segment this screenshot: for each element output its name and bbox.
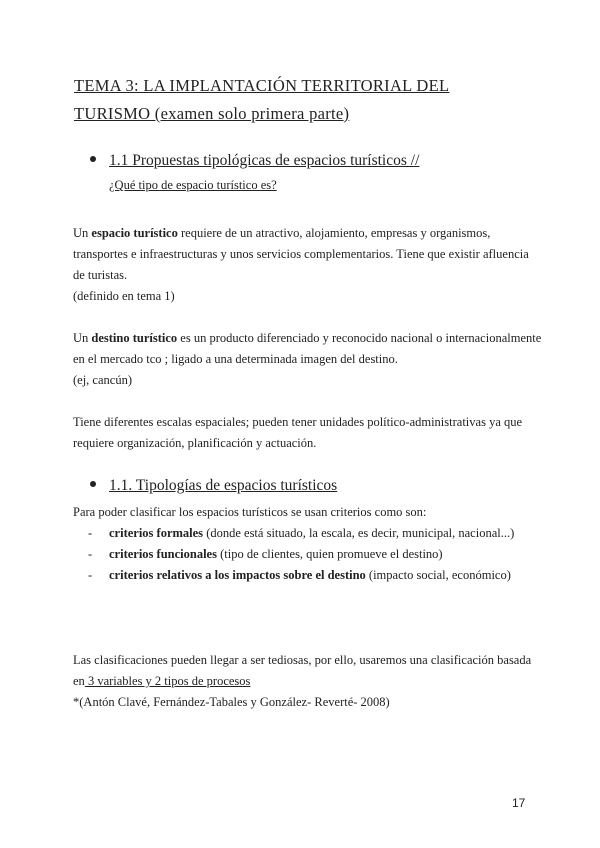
para1-bold-term: espacio turístico	[91, 226, 178, 240]
title-line-2: TURISMO (examen solo primera parte)	[74, 104, 350, 123]
list-item: - criterios funcionales (tipo de clientes, quien promueve el destino)	[88, 547, 443, 561]
criteria-2-text: (tipo de clientes, quien promueve el destino)	[216, 547, 443, 561]
citation: *(Antón Clavé, Fernández-Tabales y González- Reverté- 2008)	[73, 695, 390, 709]
title-line-1: TEMA 3: LA IMPLANTACIÓN TERRITORIAL DEL	[74, 76, 450, 95]
para4-text: Las clasificaciones pueden llegar a ser tediosas, por ello, usaremos una clasificación basada en	[73, 653, 532, 688]
criteria-list	[88, 523, 538, 586]
section-1-heading	[90, 152, 419, 170]
section-2-heading	[90, 477, 337, 495]
document-title	[74, 72, 534, 128]
criteria-1-text: (donde está situado, la escala, es decir, municipal, nacional...)	[203, 526, 515, 540]
page-number: 17	[512, 796, 526, 810]
para1-note: (definido en tema 1)	[73, 289, 175, 303]
bullet-icon	[90, 481, 96, 487]
section-1-heading-text: 1.1 Propuestas tipológicas de espacios turísticos //	[109, 152, 420, 169]
para2-text: es un producto diferenciado y reconocido nacional o internacionalmente en el mercado tco ; ligado a una determinada imagen del destino.	[73, 331, 542, 366]
para4-underlined: 3 variables y 2 tipos de procesos	[84, 674, 251, 688]
criteria-3-text: (impacto social, económico)	[365, 568, 511, 582]
para2-prefix: Un	[73, 331, 92, 345]
para1-prefix: Un	[73, 226, 92, 240]
para2-bold-term: destino turístico	[91, 331, 178, 345]
paragraph-clasificaciones	[73, 650, 543, 713]
list-item: - criterios formales (donde está situado, la escala, es decir, municipal, nacional...)	[88, 526, 515, 540]
bullet-icon	[90, 156, 96, 162]
para1-text: requiere de un atractivo, alojamiento, empresas y organismos, transportes e infraestructuras y unos servicios complementarios. Tiene que existir afluencia de turistas.	[73, 226, 529, 282]
paragraph-espacio-turistico	[73, 223, 543, 307]
list-item: - criterios relativos a los impactos sobre el destino (impacto social, económico)	[88, 568, 511, 582]
criteria-3-bold: criterios relativos a los impactos sobre el destino	[109, 568, 366, 582]
section-1-subheading: ¿Qué tipo de espacio turístico es?	[109, 178, 277, 192]
paragraph-escalas: Tiene diferentes escalas espaciales; pueden tener unidades político-administrativas ya que requiere organización, planificación y actuación.	[73, 415, 523, 450]
criteria-2-bold: criterios funcionales	[109, 547, 217, 561]
para2-note: (ej, cancún)	[73, 373, 132, 387]
paragraph-destino-turistico	[73, 328, 543, 391]
section-2-intro: Para poder clasificar los espacios turísticos se usan criterios como son:	[73, 505, 427, 519]
section-2-heading-text: 1.1. Tipologías de espacios turísticos	[109, 477, 338, 494]
criteria-1-bold: criterios formales	[109, 526, 204, 540]
